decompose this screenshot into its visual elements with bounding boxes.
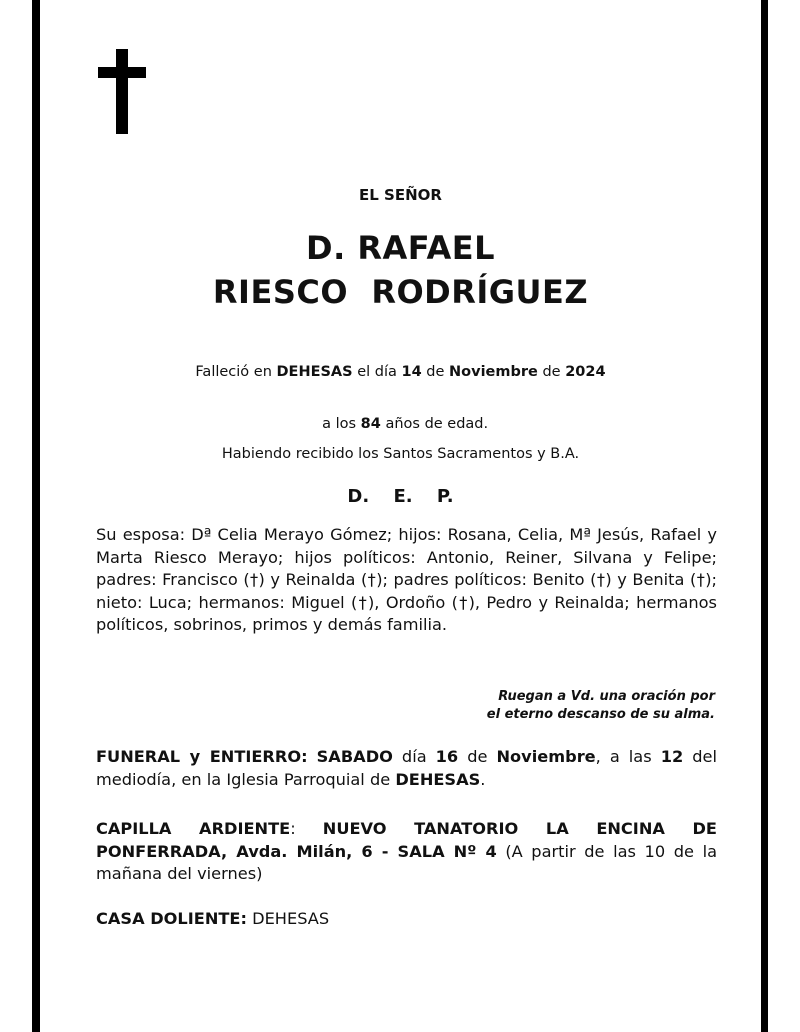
funeral-label: FUNERAL y ENTIERRO: bbox=[96, 747, 308, 766]
death-day-prefix: el día bbox=[352, 364, 402, 380]
prayer-request bbox=[440, 688, 715, 724]
funeral-place: DEHESAS bbox=[395, 769, 481, 789]
dep-text: D. E. P. bbox=[347, 486, 454, 507]
cross-horizontal-bar bbox=[98, 67, 146, 78]
name-line-2: RIESCO RODRÍGUEZ bbox=[212, 273, 589, 311]
age-value: 84 bbox=[360, 416, 381, 432]
mourning-house-value: DEHESAS bbox=[246, 909, 330, 928]
name-line-1: D. RAFAEL bbox=[306, 229, 495, 267]
honorific-title: EL SEÑOR bbox=[359, 186, 442, 204]
death-year-prefix: de bbox=[537, 364, 566, 380]
chapel-note: (A partir de las 10 de la mañana del viernes) bbox=[96, 841, 717, 883]
chapel-info bbox=[96, 818, 717, 886]
funeral-text: del mediodía, en la Iglesia Parroquial de bbox=[96, 747, 717, 789]
chapel-colon: : bbox=[290, 819, 323, 838]
prayer-line-1: Ruegan a Vd. una oración por bbox=[498, 689, 715, 704]
sacraments-text: Habiendo recibido los Santos Sacramentos y B.A. bbox=[221, 446, 580, 462]
mourning-house bbox=[96, 908, 717, 931]
death-day: 14 bbox=[401, 364, 422, 380]
right-border bbox=[761, 0, 768, 1032]
death-place: DEHESAS bbox=[276, 364, 353, 380]
funeral-text: día bbox=[392, 747, 436, 766]
death-year: 2024 bbox=[565, 364, 606, 380]
chapel-label: CAPILLA ARDIENTE bbox=[96, 819, 291, 838]
funeral-day: 16 bbox=[435, 747, 459, 766]
left-border bbox=[32, 0, 40, 1032]
mourning-house-label: CASA DOLIENTE: bbox=[96, 909, 247, 928]
funeral-text: . bbox=[480, 769, 486, 789]
cross-icon bbox=[98, 49, 146, 134]
family-paragraph: Su esposa: Dª Celia Merayo Gómez; hijos: Rosana, Celia, Mª Jesús, Rafael y Marta Riesco Merayo; hijos políticos: Antonio, Reiner, Silvana y Felipe; padres: Francisco (†) y Reinalda (†); padres políticos: Benito (†) y Benita (†); nieto: Luca; hermanos: Miguel (†), Ordoño (†), Pedro y Reinalda; hermanos políticos, sobrinos, primos y demás familia. bbox=[96, 525, 717, 634]
funeral-text: de bbox=[458, 747, 497, 766]
age-suffix: años de edad. bbox=[380, 416, 489, 432]
death-month: Noviembre bbox=[449, 364, 538, 380]
age-prefix: a los bbox=[322, 416, 361, 432]
funeral-info bbox=[96, 746, 717, 791]
funeral-hour: 12 bbox=[660, 747, 684, 766]
cross-vertical-bar bbox=[116, 49, 128, 134]
death-month-prefix: de bbox=[421, 364, 450, 380]
prayer-line-2: el eterno descanso de su alma. bbox=[486, 707, 715, 722]
deceased-name bbox=[40, 226, 761, 314]
death-prefix: Falleció en bbox=[195, 364, 277, 380]
death-info bbox=[40, 364, 761, 380]
age-info bbox=[40, 400, 761, 432]
funeral-text: , a las bbox=[595, 747, 661, 766]
funeral-month: Noviembre bbox=[496, 747, 596, 766]
funeral-day-name: SABADO bbox=[316, 747, 393, 766]
chapel-venue: NUEVO TANATORIO LA ENCINA DE PONFERRADA, Avda. Milán, 6 - SALA Nº 4 bbox=[96, 819, 717, 861]
